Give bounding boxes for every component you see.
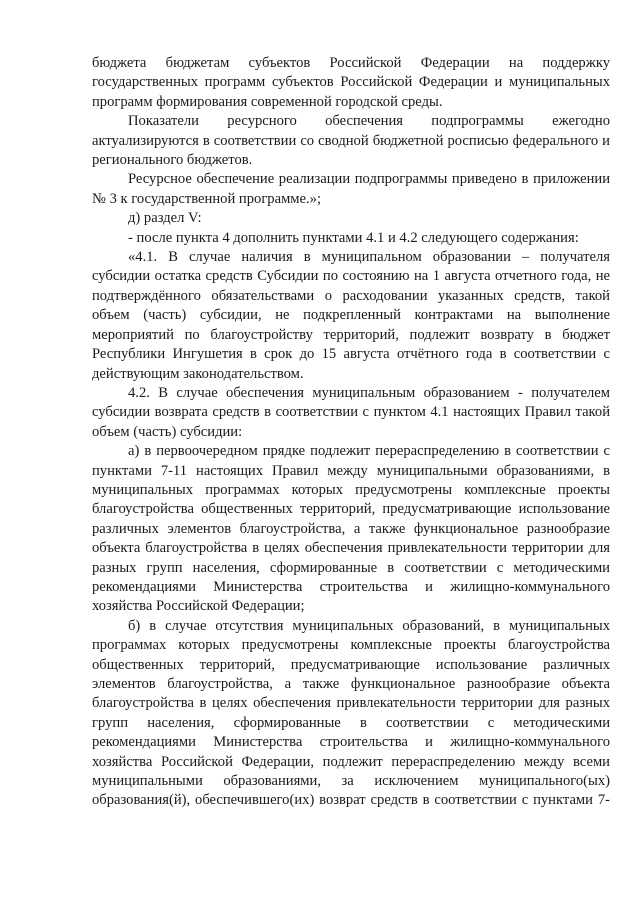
document-body <box>92 54 610 811</box>
paragraph-add-items: - после пункта 4 дополнить пунктами 4.1 и 4.2 следующего содержания: <box>128 229 579 246</box>
paragraph-resource-indicators: Показатели ресурсного обеспечения подпрограммы ежегодно актуализируются в соответствии со сводной бюджетной росписью федерального и регионального бюджетов. <box>92 113 610 169</box>
paragraph-budget-support: бюджета бюджетам субъектов Российской Федерации на поддержку государственных программ субъектов Российской Федерации и муниципальных программ формирования современной городской среды. <box>92 55 610 110</box>
paragraph-item-4-2: 4.2. В случае обеспечения муниципальным образованием - получателем субсидии возврата средств в соответствии с пунктом 4.1 настоящих Правил такой объем (часть) субсидии: <box>92 384 610 440</box>
paragraph-item-4-1: «4.1. В случае наличия в муниципальном образовании – получателя субсидии остатка средств Субсидии по состоянию на 1 августа отчетного года, не подтверждённого обязательствами о расходовании указанных средств, такой объем (часть) субсидии, не подкрепленный контрактами на выполнение мероприятий по благоустройству территорий, подлежит возврату в бюджет Республики Ингушетия в срок до 15 августа отчётного года в соответствии с действующим законодательством. <box>92 249 610 382</box>
paragraph-section-v: д) раздел V: <box>128 210 202 227</box>
paragraph-resource-appendix: Ресурсное обеспечение реализации подпрограммы приведено в приложении № 3 к государственной программе.»; <box>92 171 610 207</box>
paragraph-subitem-b: б) в случае отсутствия муниципальных образований, в муниципальных программах которых предусмотрены комплексные проекты благоустройства общественных территорий, предусматривающие использование различных элементов благоустройства, а также функциональное разнообразие объекта благоустройства в целях обеспечения привлекательности территории для разных групп населения, сформированные в соответствии с методическими рекомендациями Министерства строительства и жилищно-коммунального хозяйства Российской Федерации, подлежит перераспределению между всеми муниципальными образованиями, за исключением муниципального(ых) образования(й), обеспечившего(их) возврат средств в соответствии с пунктами 7- <box>92 617 610 809</box>
paragraph-subitem-a: а) в первоочередном прядке подлежит перераспределению в соответствии с пунктами 7-11 настоящих Правил между муниципальными образованиями, в муниципальных программах которых предусмотрены комплексные проекты благоустройства общественных территорий, предусматривающие использование различных элементов благоустройства, а также функциональное разнообразие объекта благоустройства в целях обеспечения привлекательности территории для разных групп населения, сформированные в соответствии с методическими рекомендациями Министерства строительства и жилищно-коммунального хозяйства Российской Федерации; <box>92 443 610 615</box>
